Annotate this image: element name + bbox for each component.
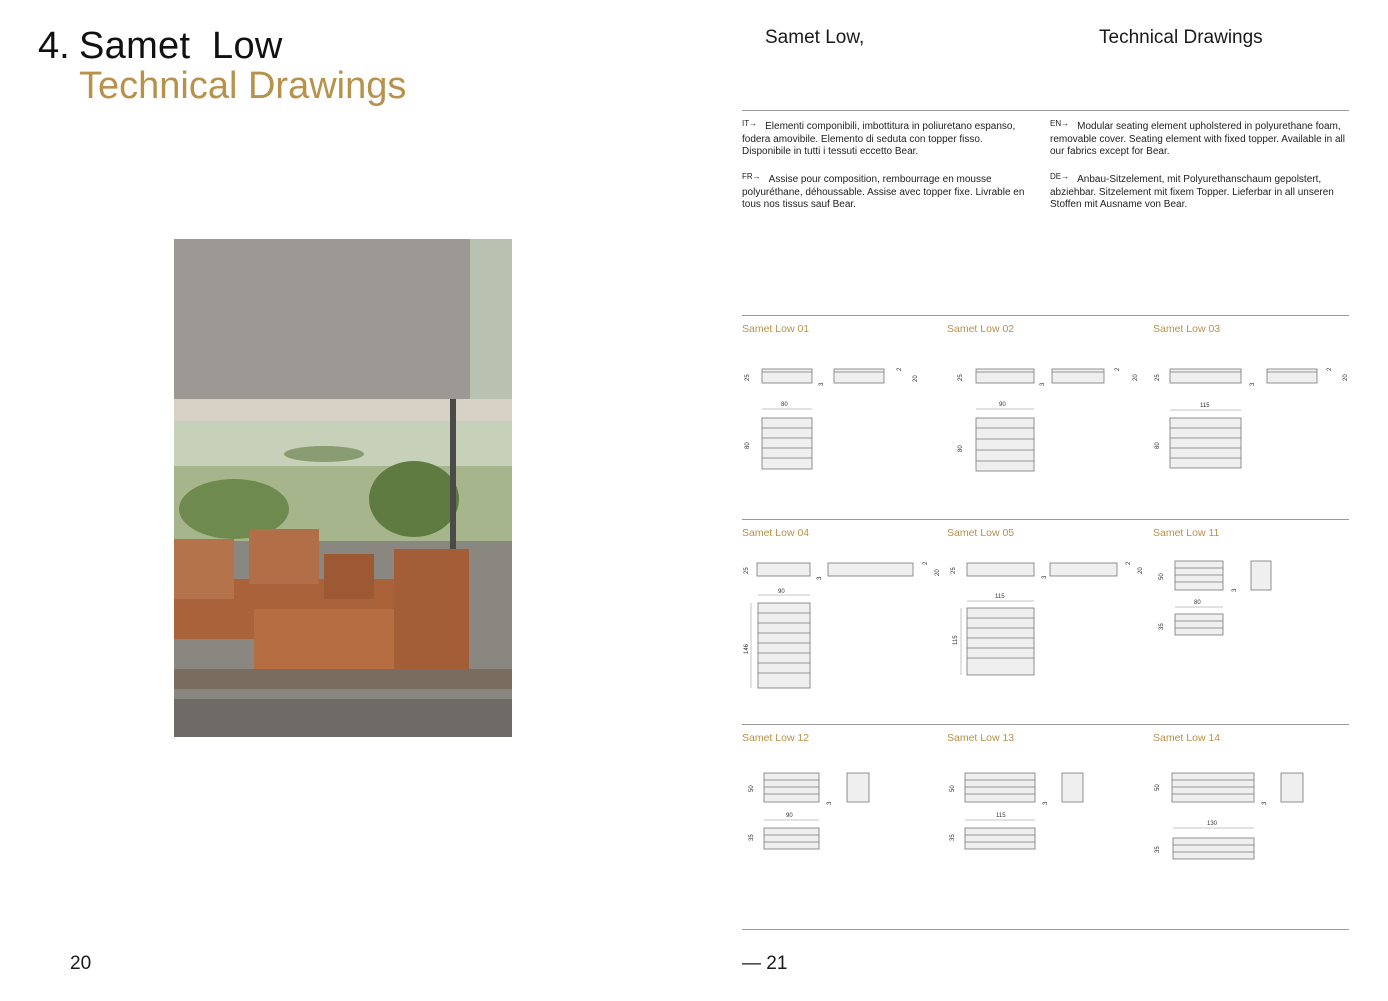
dim-label: 25 (1155, 374, 1161, 381)
model-title: Samet Low 12 (742, 732, 810, 744)
model-13-top-view (965, 828, 1035, 849)
dim-label: 3 (827, 801, 833, 805)
dim-label: 2 (1115, 367, 1121, 371)
model-title: Samet Low 05 (947, 527, 1015, 539)
dim-label: 80 (958, 445, 964, 452)
dim-label: 25 (958, 374, 964, 381)
dim-label: 115 (1200, 403, 1210, 409)
dim-label: 80 (781, 402, 788, 408)
chapter-subtitle: Technical Drawings (79, 65, 407, 107)
dim-label: 3 (1250, 382, 1256, 386)
dim-label: 20 (935, 569, 941, 576)
model-14-top-view (1173, 838, 1254, 859)
lang-label: IT→ (742, 119, 758, 128)
dim-label: 2 (897, 367, 903, 371)
model-05-side-view (967, 563, 1117, 576)
dim-label: 115 (996, 813, 1006, 819)
dim-label: 90 (778, 589, 785, 595)
dim-label: 50 (1159, 573, 1165, 580)
dim-label: 115 (953, 635, 959, 645)
dim-label: 146 (744, 643, 750, 654)
dim-label: 3 (817, 576, 823, 580)
model-11-side-view (1175, 561, 1271, 590)
description-text: Elementi componibili, imbottitura in poliuretano espanso, fodera amovibile. Elemento di seduta con topper fisso. Disponibile in tutti i tessuti eccetto Bear. (742, 121, 1016, 157)
dim-label: 2 (1126, 561, 1132, 565)
model-03-side-view (1170, 369, 1317, 383)
lang-label: FR→ (742, 172, 761, 181)
model-11-top-view (1175, 614, 1223, 635)
dim-label: 35 (1159, 623, 1165, 630)
model-title: Samet Low 03 (1153, 323, 1221, 335)
model-02-side-view (976, 369, 1104, 383)
chapter-number: 4. (38, 25, 70, 67)
dim-label: 3 (1040, 382, 1046, 386)
model-14-side-view (1172, 773, 1303, 802)
dim-label: 20 (1343, 374, 1349, 381)
model-02-top-view (976, 418, 1034, 471)
dim-label: 25 (745, 374, 751, 381)
dim-label: 115 (995, 594, 1005, 600)
model-13-side-view (965, 773, 1083, 802)
model-04-top-view (758, 603, 810, 688)
model-title: Samet Low 01 (742, 323, 810, 335)
model-01-top-view (762, 418, 812, 469)
model-title: Samet Low 02 (947, 323, 1015, 335)
model-title: Samet Low 14 (1153, 732, 1221, 744)
dim-label: 25 (951, 567, 957, 574)
lang-label: DE→ (1050, 172, 1070, 181)
dim-label: 80 (745, 442, 751, 449)
dim-label: 2 (923, 561, 929, 565)
dim-label: 50 (1155, 784, 1161, 791)
page-number-left: 20 (70, 953, 92, 974)
model-title: Samet Low 11 (1153, 527, 1220, 539)
description-text: Anbau-Sitzelement, mit Polyurethanschaum gepolstert, abziehbar. Sitzelement mit fixem Topper. Lieferbar in all unseren Stoffen mit Ausname von Bear. (1050, 174, 1334, 210)
header-section: Technical Drawings (1099, 27, 1263, 48)
dim-label: 90 (786, 813, 793, 819)
description-text: Assise pour composition, rembourrage en mousse polyuréthane, déhoussable. Assise avec topper fixe. Livrable en tous nos tissus sauf Bear. (742, 174, 1025, 210)
dim-label: 90 (999, 402, 1006, 408)
lang-label: EN→ (1050, 119, 1070, 128)
dim-label: 80 (1155, 442, 1161, 449)
dim-label: 20 (1138, 567, 1144, 574)
dim-label: 35 (1155, 846, 1161, 853)
model-01-side-view (762, 369, 884, 383)
dim-label: 20 (913, 375, 919, 382)
dim-label: 35 (749, 834, 755, 841)
dim-label: 3 (1042, 575, 1048, 579)
dim-label: 3 (1043, 801, 1049, 805)
page-number-right: — 21 (742, 953, 788, 974)
model-12-top-view (764, 828, 819, 849)
dim-label: 50 (950, 785, 956, 792)
model-title: Samet Low 13 (947, 732, 1015, 744)
dim-label: 35 (950, 834, 956, 841)
model-12-side-view (764, 773, 869, 802)
dim-label: 2 (1327, 367, 1333, 371)
model-03-top-view (1170, 418, 1241, 468)
dim-label: 3 (1262, 801, 1268, 805)
description-text: Modular seating element upholstered in polyurethane foam, removable cover. Seating element with fixed topper. Available in all our fabrics except for Bear. (1050, 121, 1345, 157)
model-title: Samet Low 04 (742, 527, 810, 539)
dim-label: 3 (819, 382, 825, 386)
dim-label: 20 (1133, 374, 1139, 381)
chapter-title: Samet Low (79, 25, 283, 67)
dim-label: 25 (744, 567, 750, 574)
model-05-top-view (967, 608, 1034, 675)
dim-label: 50 (749, 785, 755, 792)
model-04-side-view (757, 563, 913, 576)
dim-label: 80 (1194, 600, 1201, 606)
header-title: Samet Low, (765, 27, 865, 48)
dim-label: 130 (1207, 821, 1218, 827)
dim-label: 3 (1232, 588, 1238, 592)
